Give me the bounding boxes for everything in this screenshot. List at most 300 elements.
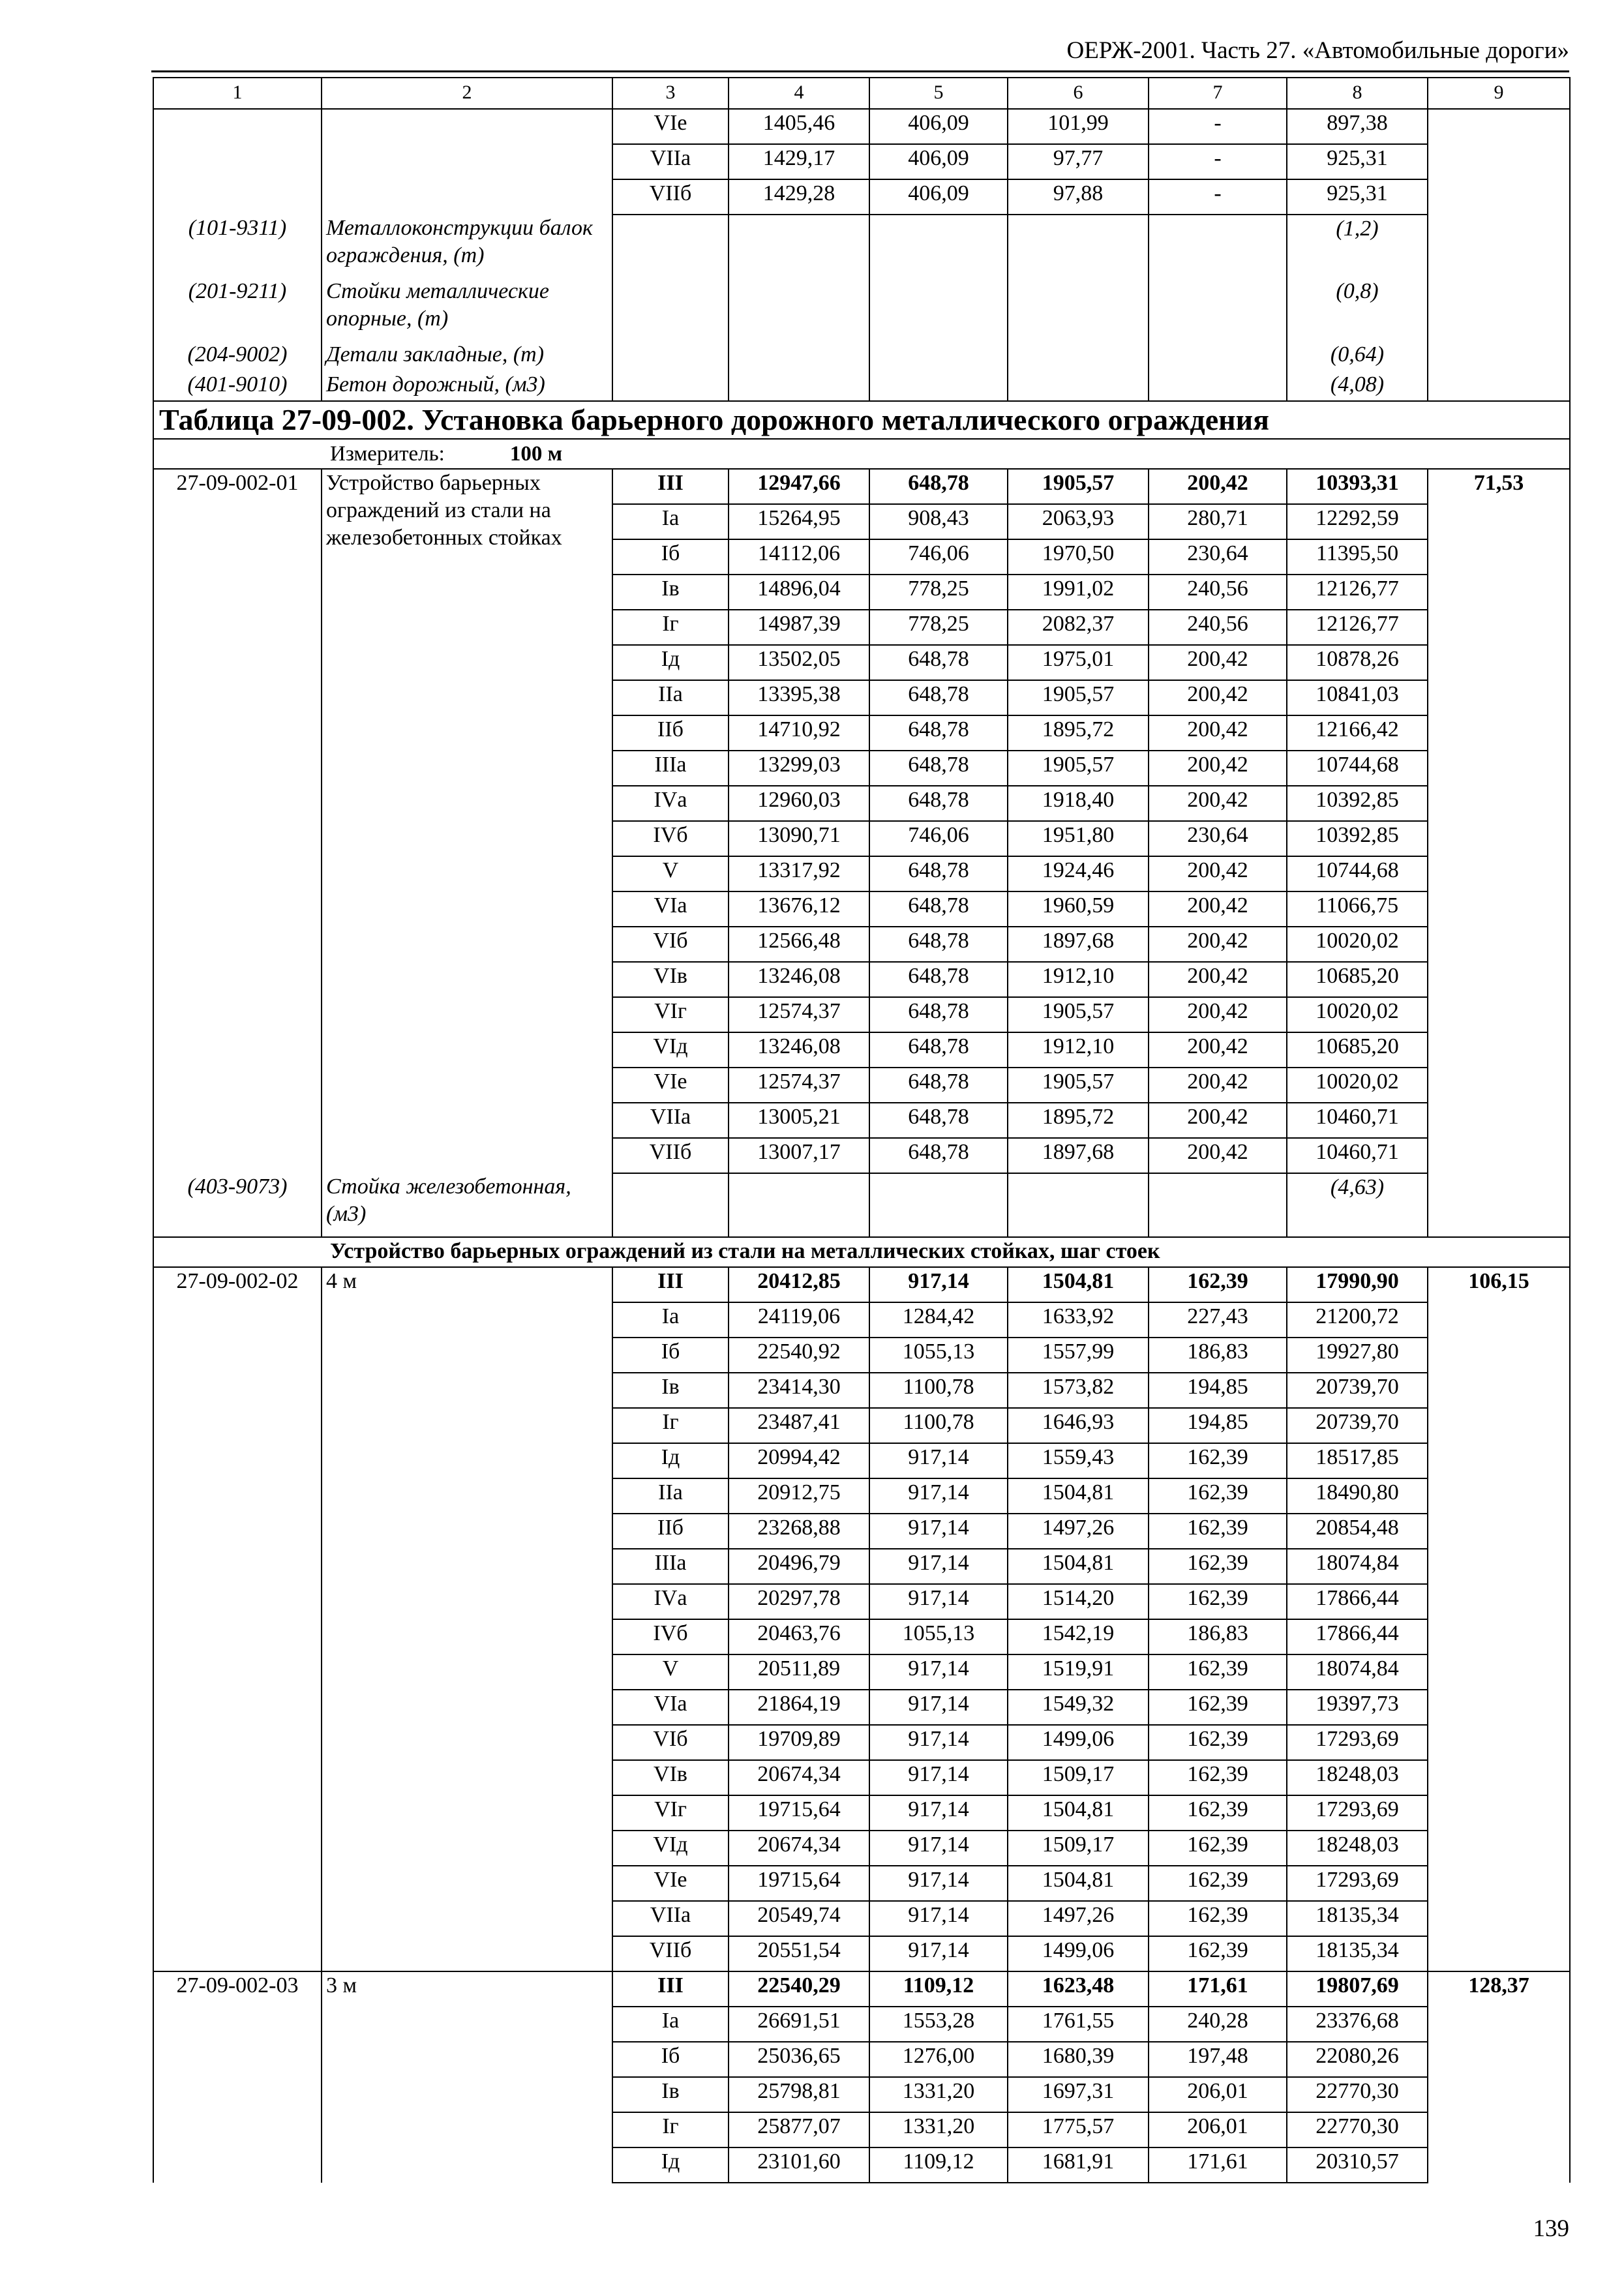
wages-cell: 1331,20: [869, 2077, 1008, 2112]
rate-name: 4 м: [322, 1267, 612, 1971]
code-cell: [153, 109, 322, 144]
direct-cost-cell: 14710,92: [729, 715, 869, 751]
region-cell: VIа: [612, 891, 729, 927]
machine-cost-cell: 1775,57: [1008, 2112, 1149, 2147]
direct-cost-cell: 12566,48: [729, 927, 869, 962]
region-cell: IVа: [612, 786, 729, 821]
region-cell: III: [612, 1971, 729, 2007]
materials-cell: 11066,75: [1287, 891, 1428, 927]
empty-cell: [612, 215, 729, 278]
machine-cost-cell: 1697,31: [1008, 2077, 1149, 2112]
table-row: [153, 1971, 1570, 2007]
wages-cell: 648,78: [869, 715, 1008, 751]
wages-cell: 648,78: [869, 927, 1008, 962]
region-cell: III: [612, 1267, 729, 1302]
wages-cell: 917,14: [869, 1478, 1008, 1514]
materials-cell: 10744,68: [1287, 751, 1428, 786]
machinist-wages-cell: 162,39: [1149, 1267, 1287, 1302]
materials-cell: 10020,02: [1287, 927, 1428, 962]
machine-cost-cell: 1573,82: [1008, 1373, 1149, 1408]
machine-cost-cell: 1646,93: [1008, 1408, 1149, 1443]
machinist-wages-cell: 200,42: [1149, 891, 1287, 927]
machine-cost-cell: 1905,57: [1008, 469, 1149, 504]
resource-value: (4,08): [1287, 370, 1428, 401]
materials-cell: 18248,03: [1287, 1831, 1428, 1866]
direct-cost-cell: 13246,08: [729, 1032, 869, 1068]
region-cell: Iб: [612, 1338, 729, 1373]
region-cell: Iд: [612, 1443, 729, 1478]
machinist-wages-cell: 240,56: [1149, 575, 1287, 610]
column-number: 2: [322, 78, 612, 109]
region-cell: VIв: [612, 962, 729, 997]
machine-cost-cell: 1499,06: [1008, 1725, 1149, 1760]
machine-cost-cell: 1504,81: [1008, 1866, 1149, 1901]
rate-code: 27-09-002-03: [153, 1971, 322, 2183]
wages-cell: 746,06: [869, 539, 1008, 575]
direct-cost-cell: 20551,54: [729, 1936, 869, 1971]
region-cell: IIIа: [612, 1549, 729, 1584]
empty-cell: [729, 340, 869, 370]
region-cell: VIIб: [612, 179, 729, 215]
materials-cell: 12126,77: [1287, 610, 1428, 645]
machine-cost-cell: 1895,72: [1008, 715, 1149, 751]
region-cell: V: [612, 856, 729, 891]
empty-cell: [612, 278, 729, 340]
resource-row: [153, 215, 1570, 278]
region-cell: VIд: [612, 1032, 729, 1068]
machine-cost-cell: 1991,02: [1008, 575, 1149, 610]
machinist-wages-cell: 227,43: [1149, 1302, 1287, 1338]
machinist-wages-cell: 162,39: [1149, 1795, 1287, 1831]
direct-cost-cell: 13246,08: [729, 962, 869, 997]
empty-cell: [612, 370, 729, 401]
materials-cell: 10460,71: [1287, 1138, 1428, 1173]
region-cell: VIд: [612, 1831, 729, 1866]
machine-cost-cell: 1497,26: [1008, 1901, 1149, 1936]
region-cell: VIг: [612, 997, 729, 1032]
direct-cost-cell: 20511,89: [729, 1654, 869, 1690]
machinist-wages-cell: 162,39: [1149, 1936, 1287, 1971]
direct-cost-cell: 15264,95: [729, 504, 869, 539]
region-cell: Iд: [612, 645, 729, 680]
machinist-wages-cell: 197,48: [1149, 2042, 1287, 2077]
direct-cost-cell: 20674,34: [729, 1760, 869, 1795]
column-number: 5: [869, 78, 1008, 109]
wages-cell: 648,78: [869, 1138, 1008, 1173]
machine-cost-cell: 1549,32: [1008, 1690, 1149, 1725]
materials-cell: 20854,48: [1287, 1514, 1428, 1549]
wages-cell: 648,78: [869, 751, 1008, 786]
empty-cell: [1149, 370, 1287, 401]
machinist-wages-cell: 162,39: [1149, 1901, 1287, 1936]
machine-cost-cell: 1761,55: [1008, 2007, 1149, 2042]
machinist-wages-cell: 280,71: [1149, 504, 1287, 539]
labor-cell: [1428, 144, 1570, 179]
direct-cost-cell: 13502,05: [729, 645, 869, 680]
machine-cost-cell: 1924,46: [1008, 856, 1149, 891]
materials-cell: 18074,84: [1287, 1654, 1428, 1690]
materials-cell: 10020,02: [1287, 1068, 1428, 1103]
materials-cell: 20739,70: [1287, 1408, 1428, 1443]
subheading-row: [153, 1237, 1570, 1267]
machinist-wages-cell: 200,42: [1149, 1032, 1287, 1068]
machine-cost-cell: 1504,81: [1008, 1478, 1149, 1514]
column-number: 1: [153, 78, 322, 109]
region-cell: VIIа: [612, 1901, 729, 1936]
machinist-wages-cell: -: [1149, 109, 1287, 144]
materials-cell: 17293,69: [1287, 1725, 1428, 1760]
direct-cost-cell: 12574,37: [729, 997, 869, 1032]
wages-cell: 917,14: [869, 1725, 1008, 1760]
direct-cost-cell: 23101,60: [729, 2147, 869, 2183]
machinist-wages-cell: 200,42: [1149, 751, 1287, 786]
machinist-wages-cell: 200,42: [1149, 645, 1287, 680]
column-number: 4: [729, 78, 869, 109]
wages-cell: 648,78: [869, 1032, 1008, 1068]
direct-cost-cell: 1429,28: [729, 179, 869, 215]
direct-cost-cell: 1429,17: [729, 144, 869, 179]
direct-cost-cell: 13395,38: [729, 680, 869, 715]
region-cell: VIе: [612, 1866, 729, 1901]
region-cell: VIIб: [612, 1138, 729, 1173]
region-cell: IIб: [612, 1514, 729, 1549]
materials-cell: 10841,03: [1287, 680, 1428, 715]
machine-cost-cell: 1633,92: [1008, 1302, 1149, 1338]
machine-cost-cell: 1504,81: [1008, 1267, 1149, 1302]
empty-cell: [729, 370, 869, 401]
rate-name: 3 м: [322, 1971, 612, 2183]
materials-cell: 22080,26: [1287, 2042, 1428, 2077]
materials-cell: 18135,34: [1287, 1936, 1428, 1971]
code-cell: [153, 179, 322, 215]
machinist-wages-cell: 194,85: [1149, 1408, 1287, 1443]
materials-cell: 19807,69: [1287, 1971, 1428, 2007]
machine-cost-cell: 97,77: [1008, 144, 1149, 179]
wages-cell: 778,25: [869, 610, 1008, 645]
machinist-wages-cell: 206,01: [1149, 2077, 1287, 2112]
empty-cell: [1149, 278, 1287, 340]
resource-row: [153, 278, 1570, 340]
direct-cost-cell: 13007,17: [729, 1138, 869, 1173]
machine-cost-cell: 1895,72: [1008, 1103, 1149, 1138]
region-cell: VIе: [612, 109, 729, 144]
empty-cell: [1428, 370, 1570, 401]
empty-cell: [1428, 1173, 1570, 1237]
region-cell: VIб: [612, 1725, 729, 1760]
empty-cell: [612, 1173, 729, 1237]
machinist-wages-cell: 240,56: [1149, 610, 1287, 645]
region-cell: V: [612, 1654, 729, 1690]
region-cell: VIв: [612, 1760, 729, 1795]
region-cell: IIIа: [612, 751, 729, 786]
direct-cost-cell: 20297,78: [729, 1584, 869, 1619]
resource-row: [153, 1173, 1570, 1237]
wages-cell: 648,78: [869, 786, 1008, 821]
machine-cost-cell: 1514,20: [1008, 1584, 1149, 1619]
machinist-wages-cell: 162,39: [1149, 1478, 1287, 1514]
resource-name: Металлоконструкции балок ограждения, (т): [322, 215, 612, 278]
region-cell: Iа: [612, 2007, 729, 2042]
region-cell: Iг: [612, 610, 729, 645]
wages-cell: 648,78: [869, 1103, 1008, 1138]
machine-cost-cell: 1905,57: [1008, 997, 1149, 1032]
materials-cell: 17866,44: [1287, 1619, 1428, 1654]
resource-name: Стойки металлические опорные, (т): [322, 278, 612, 340]
labor-cost: 106,15: [1428, 1267, 1570, 1971]
wages-cell: 917,14: [869, 1901, 1008, 1936]
direct-cost-cell: 22540,29: [729, 1971, 869, 2007]
empty-cell: [1149, 215, 1287, 278]
machinist-wages-cell: 186,83: [1149, 1338, 1287, 1373]
resource-row: [153, 370, 1570, 401]
machinist-wages-cell: 200,42: [1149, 962, 1287, 997]
direct-cost-cell: 20994,42: [729, 1443, 869, 1478]
empty-cell: [869, 370, 1008, 401]
direct-cost-cell: 12947,66: [729, 469, 869, 504]
machine-cost-cell: 1557,99: [1008, 1338, 1149, 1373]
wages-cell: 917,14: [869, 1443, 1008, 1478]
wages-cell: 917,14: [869, 1831, 1008, 1866]
empty-cell: [1008, 278, 1149, 340]
rate-name: Устройство барьерных ограждений из стали на железобетонных стойках: [322, 469, 612, 1173]
machinist-wages-cell: 162,39: [1149, 1584, 1287, 1619]
direct-cost-cell: 21864,19: [729, 1690, 869, 1725]
machine-cost-cell: 1509,17: [1008, 1760, 1149, 1795]
materials-cell: 10392,85: [1287, 821, 1428, 856]
machinist-wages-cell: 162,39: [1149, 1725, 1287, 1760]
materials-cell: 17293,69: [1287, 1795, 1428, 1831]
table-row: [153, 1267, 1570, 1302]
wages-cell: 648,78: [869, 645, 1008, 680]
machine-cost-cell: 1504,81: [1008, 1795, 1149, 1831]
name-cell: [322, 109, 612, 144]
region-cell: VIIб: [612, 1936, 729, 1971]
machine-cost-cell: 1912,10: [1008, 962, 1149, 997]
region-cell: IIа: [612, 680, 729, 715]
direct-cost-cell: 22540,92: [729, 1338, 869, 1373]
direct-cost-cell: 23268,88: [729, 1514, 869, 1549]
resource-code: (201-9211): [153, 278, 322, 340]
direct-cost-cell: 14896,04: [729, 575, 869, 610]
region-cell: Iг: [612, 2112, 729, 2147]
direct-cost-cell: 20412,85: [729, 1267, 869, 1302]
column-number: 7: [1149, 78, 1287, 109]
empty-cell: [1149, 340, 1287, 370]
direct-cost-cell: 14987,39: [729, 610, 869, 645]
direct-cost-cell: 20463,76: [729, 1619, 869, 1654]
materials-cell: 10393,31: [1287, 469, 1428, 504]
machinist-wages-cell: 200,42: [1149, 1138, 1287, 1173]
machinist-wages-cell: 200,42: [1149, 1103, 1287, 1138]
materials-cell: 12166,42: [1287, 715, 1428, 751]
column-numbers-row: [153, 78, 1570, 109]
materials-cell: 12292,59: [1287, 504, 1428, 539]
empty-cell: [1008, 215, 1149, 278]
machine-cost-cell: 1905,57: [1008, 751, 1149, 786]
region-cell: IVб: [612, 821, 729, 856]
materials-cell: 18490,80: [1287, 1478, 1428, 1514]
materials-cell: 18517,85: [1287, 1443, 1428, 1478]
wages-cell: 1276,00: [869, 2042, 1008, 2077]
direct-cost-cell: 19715,64: [729, 1795, 869, 1831]
wages-cell: 917,14: [869, 1936, 1008, 1971]
resource-row: [153, 340, 1570, 370]
machine-cost-cell: 1897,68: [1008, 1138, 1149, 1173]
materials-cell: 19927,80: [1287, 1338, 1428, 1373]
machine-cost-cell: 2082,37: [1008, 610, 1149, 645]
empty-cell: [1428, 215, 1570, 278]
resource-value: (4,63): [1287, 1173, 1428, 1237]
region-cell: IVб: [612, 1619, 729, 1654]
machinist-wages-cell: 162,39: [1149, 1690, 1287, 1725]
unit-value: 100 м: [509, 442, 563, 466]
region-cell: IIа: [612, 1478, 729, 1514]
direct-cost-cell: 19709,89: [729, 1725, 869, 1760]
unit-row: [153, 439, 1570, 469]
materials-cell: 20310,57: [1287, 2147, 1428, 2183]
machinist-wages-cell: 162,39: [1149, 1443, 1287, 1478]
header-rule: [151, 70, 1569, 72]
table-row: [153, 469, 1570, 504]
machine-cost-cell: 1497,26: [1008, 1514, 1149, 1549]
machine-cost-cell: 1623,48: [1008, 1971, 1149, 2007]
wages-cell: 908,43: [869, 504, 1008, 539]
machinist-wages-cell: 162,39: [1149, 1760, 1287, 1795]
machine-cost-cell: 1912,10: [1008, 1032, 1149, 1068]
region-cell: Iа: [612, 1302, 729, 1338]
direct-cost-cell: 23487,41: [729, 1408, 869, 1443]
empty-cell: [1149, 1173, 1287, 1237]
direct-cost-cell: 13299,03: [729, 751, 869, 786]
machine-cost-cell: 1519,91: [1008, 1654, 1149, 1690]
region-cell: Iг: [612, 1408, 729, 1443]
materials-cell: 10685,20: [1287, 1032, 1428, 1068]
materials-cell: 18248,03: [1287, 1760, 1428, 1795]
region-cell: VIIа: [612, 1103, 729, 1138]
direct-cost-cell: 20549,74: [729, 1901, 869, 1936]
materials-cell: 18135,34: [1287, 1901, 1428, 1936]
machinist-wages-cell: -: [1149, 179, 1287, 215]
region-cell: Iа: [612, 504, 729, 539]
wages-cell: 1284,42: [869, 1302, 1008, 1338]
machinist-wages-cell: 171,61: [1149, 2147, 1287, 2183]
wages-cell: 917,14: [869, 1549, 1008, 1584]
wages-cell: 648,78: [869, 891, 1008, 927]
table-row: [153, 179, 1570, 215]
region-cell: VIIа: [612, 144, 729, 179]
machine-cost-cell: 1504,81: [1008, 1549, 1149, 1584]
region-cell: IIб: [612, 715, 729, 751]
wages-cell: 648,78: [869, 997, 1008, 1032]
wages-cell: 778,25: [869, 575, 1008, 610]
region-cell: VIе: [612, 1068, 729, 1103]
materials-cell: 22770,30: [1287, 2112, 1428, 2147]
materials-cell: 17293,69: [1287, 1866, 1428, 1901]
region-cell: Iб: [612, 539, 729, 575]
empty-cell: [729, 1173, 869, 1237]
region-cell: Iб: [612, 2042, 729, 2077]
wages-cell: 1109,12: [869, 2147, 1008, 2183]
column-number: 8: [1287, 78, 1428, 109]
subheading: Устройство барьерных ограждений из стали на металлических стойках, шаг стоек: [153, 1237, 1570, 1267]
machine-cost-cell: 1918,40: [1008, 786, 1149, 821]
materials-cell: 925,31: [1287, 144, 1428, 179]
resource-name: Стойка железобетонная, (м3): [322, 1173, 612, 1237]
resource-code: (204-9002): [153, 340, 322, 370]
empty-cell: [1428, 340, 1570, 370]
region-cell: Iв: [612, 2077, 729, 2112]
wages-cell: 648,78: [869, 856, 1008, 891]
resource-code: (401-9010): [153, 370, 322, 401]
empty-cell: [869, 340, 1008, 370]
resource-code: (101-9311): [153, 215, 322, 278]
machinist-wages-cell: 162,39: [1149, 1831, 1287, 1866]
materials-cell: 10020,02: [1287, 997, 1428, 1032]
machinist-wages-cell: 162,39: [1149, 1866, 1287, 1901]
machinist-wages-cell: 200,42: [1149, 927, 1287, 962]
resource-code: (403-9073): [153, 1173, 322, 1237]
empty-cell: [729, 215, 869, 278]
wages-cell: 406,09: [869, 179, 1008, 215]
materials-cell: 18074,84: [1287, 1549, 1428, 1584]
direct-cost-cell: 23414,30: [729, 1373, 869, 1408]
materials-cell: 12126,77: [1287, 575, 1428, 610]
materials-cell: 23376,68: [1287, 2007, 1428, 2042]
wages-cell: 917,14: [869, 1866, 1008, 1901]
direct-cost-cell: 12960,03: [729, 786, 869, 821]
empty-cell: [1008, 370, 1149, 401]
wages-cell: 648,78: [869, 680, 1008, 715]
machine-cost-cell: 1970,50: [1008, 539, 1149, 575]
column-number: 6: [1008, 78, 1149, 109]
direct-cost-cell: 1405,46: [729, 109, 869, 144]
labor-cost: 128,37: [1428, 1971, 1570, 2183]
wages-cell: 1109,12: [869, 1971, 1008, 2007]
wages-cell: 648,78: [869, 1068, 1008, 1103]
wages-cell: 917,14: [869, 1690, 1008, 1725]
name-cell: [322, 144, 612, 179]
machinist-wages-cell: 230,64: [1149, 821, 1287, 856]
machinist-wages-cell: 200,42: [1149, 786, 1287, 821]
materials-cell: 10685,20: [1287, 962, 1428, 997]
machine-cost-cell: 1951,80: [1008, 821, 1149, 856]
machinist-wages-cell: -: [1149, 144, 1287, 179]
materials-cell: 17990,90: [1287, 1267, 1428, 1302]
direct-cost-cell: 13317,92: [729, 856, 869, 891]
machinist-wages-cell: 186,83: [1149, 1619, 1287, 1654]
materials-cell: 17866,44: [1287, 1584, 1428, 1619]
machinist-wages-cell: 171,61: [1149, 1971, 1287, 2007]
machine-cost-cell: 1960,59: [1008, 891, 1149, 927]
machine-cost-cell: 1905,57: [1008, 1068, 1149, 1103]
empty-cell: [869, 278, 1008, 340]
region-cell: IVа: [612, 1584, 729, 1619]
machinist-wages-cell: 206,01: [1149, 2112, 1287, 2147]
direct-cost-cell: 19715,64: [729, 1866, 869, 1901]
region-cell: Iд: [612, 2147, 729, 2183]
wages-cell: 917,14: [869, 1760, 1008, 1795]
code-cell: [153, 144, 322, 179]
direct-cost-cell: 24119,06: [729, 1302, 869, 1338]
wages-cell: 917,14: [869, 1267, 1008, 1302]
wages-cell: 1055,13: [869, 1338, 1008, 1373]
direct-cost-cell: 20674,34: [729, 1831, 869, 1866]
wages-cell: 1100,78: [869, 1408, 1008, 1443]
direct-cost-cell: 25798,81: [729, 2077, 869, 2112]
resource-value: (0,64): [1287, 340, 1428, 370]
region-cell: VIг: [612, 1795, 729, 1831]
table-title: Таблица 27-09-002. Установка барьерного дорожного металлического ограждения: [153, 401, 1570, 439]
